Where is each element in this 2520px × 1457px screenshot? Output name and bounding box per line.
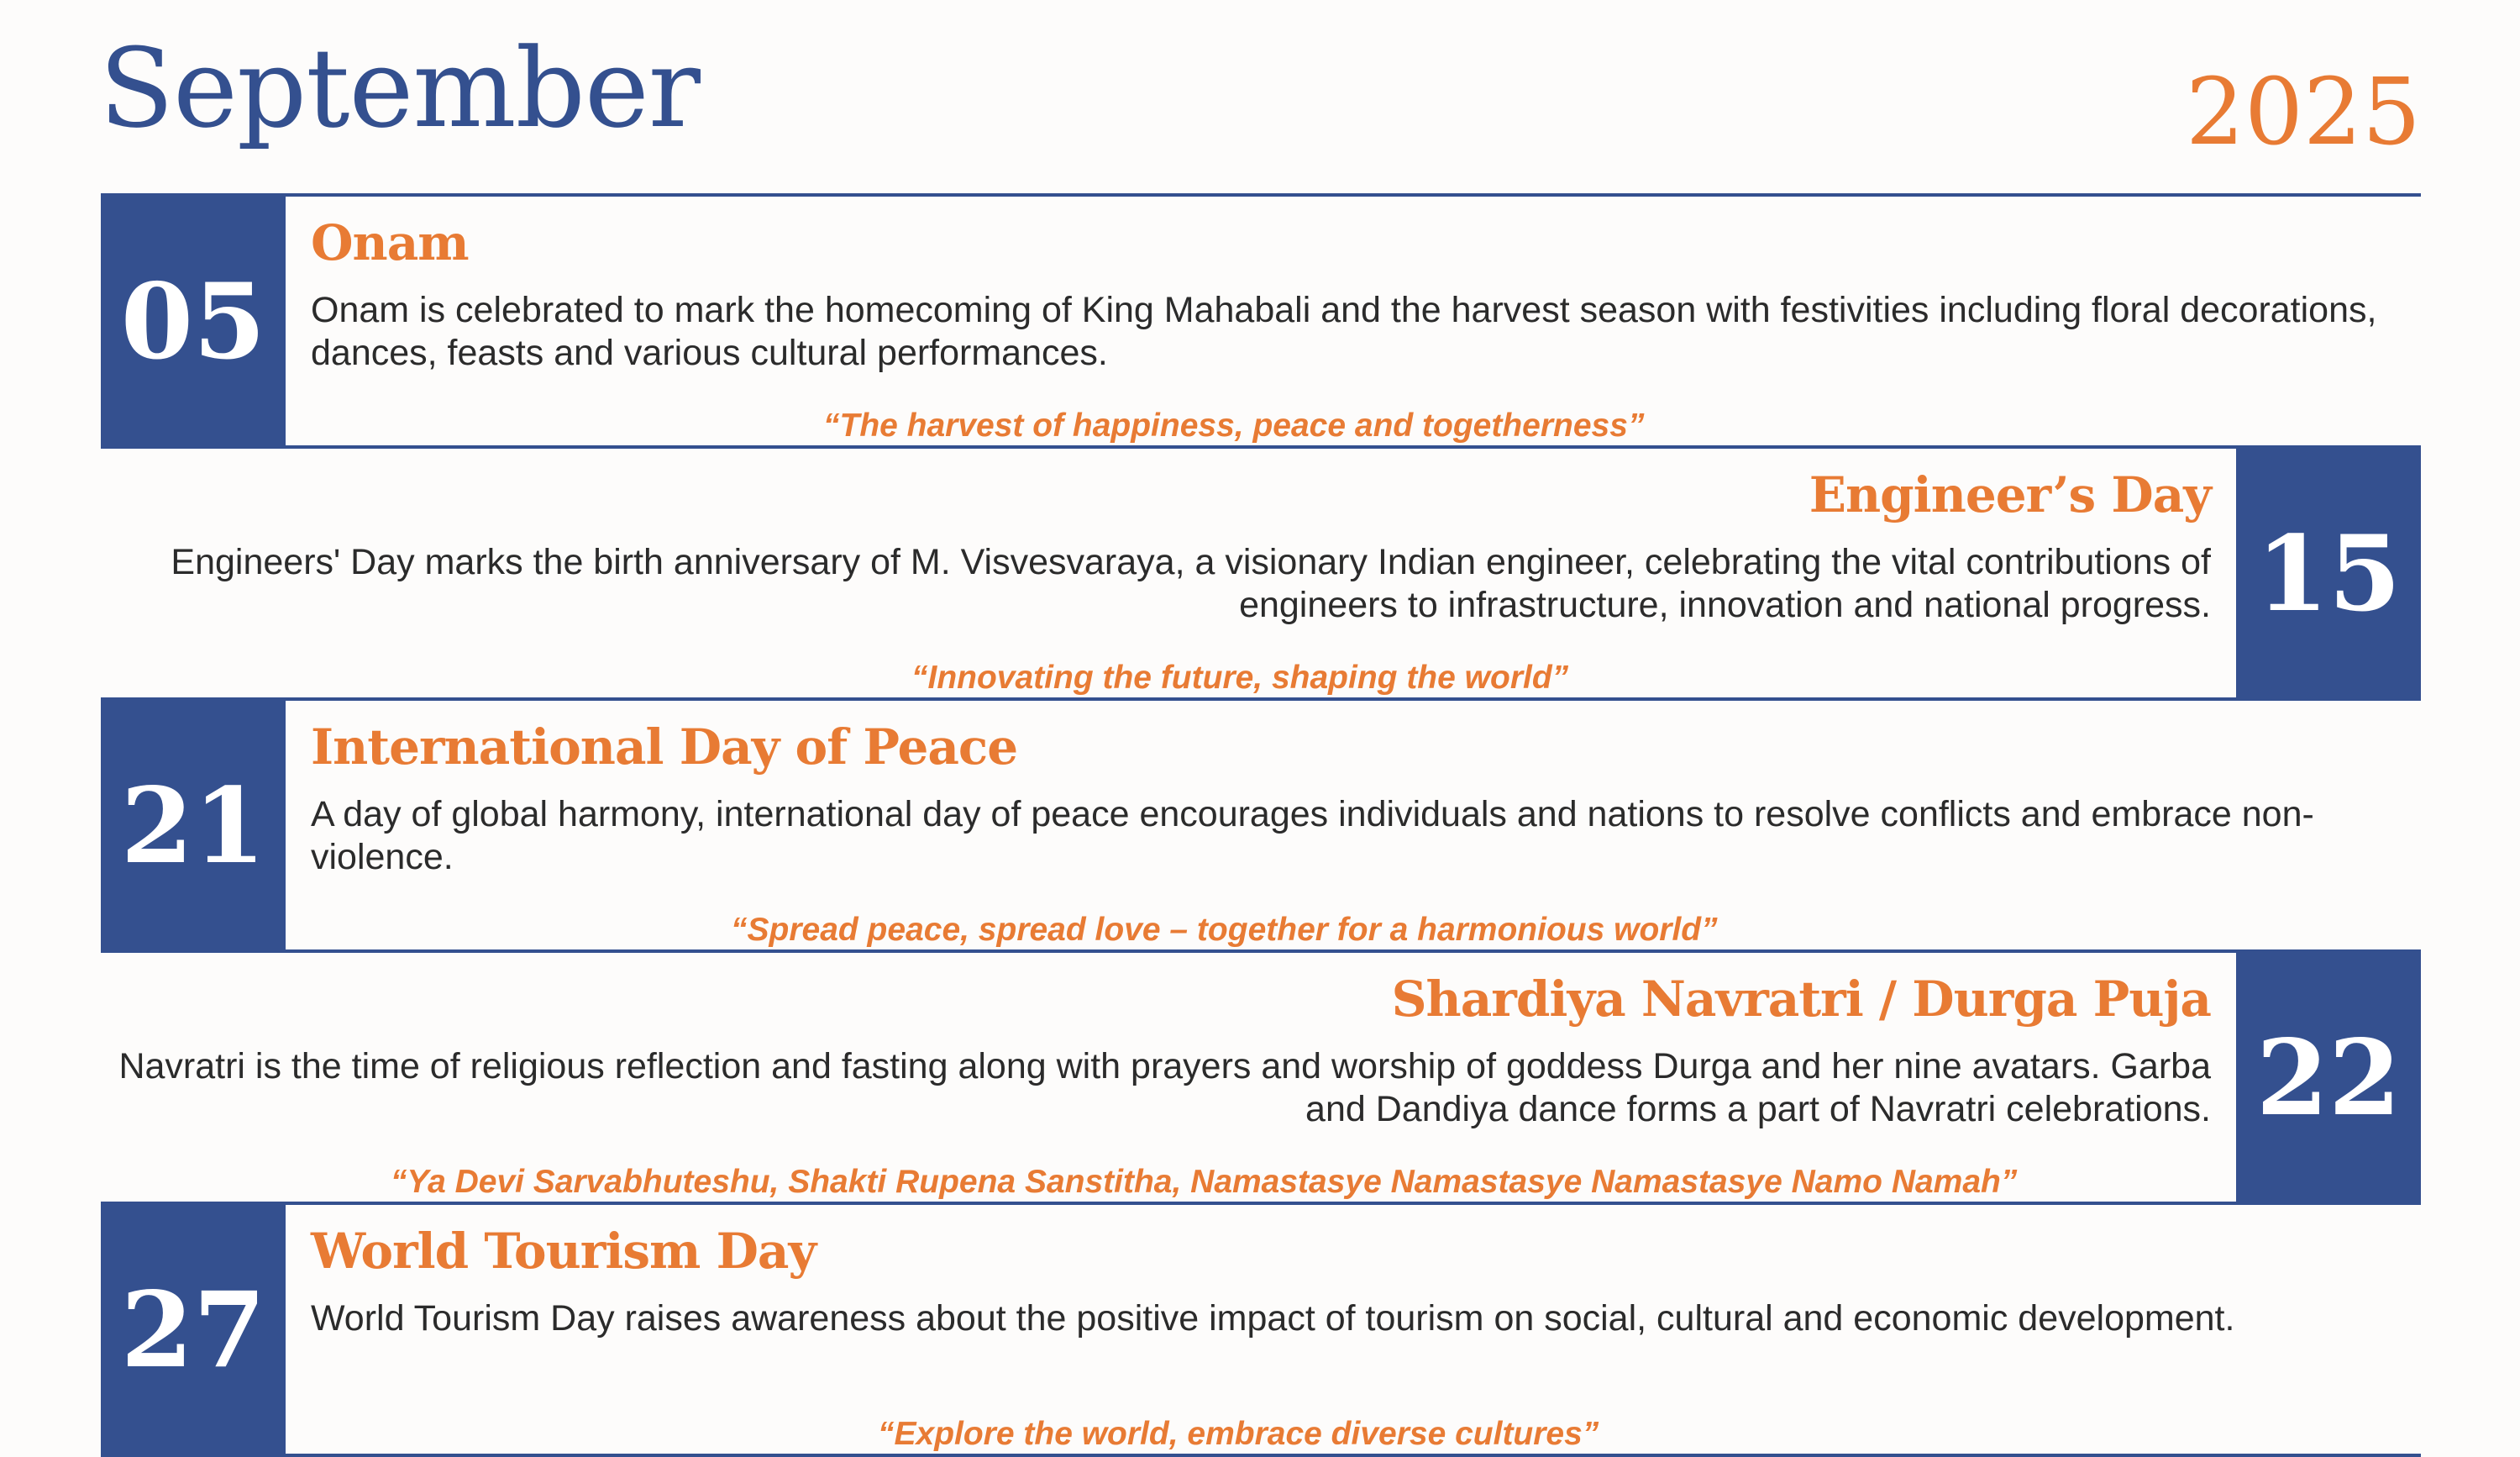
year-label: 2025	[2186, 58, 2421, 166]
event-quote: “Spread peace, spread love – together for a harmonious world”	[731, 912, 1718, 948]
event-row-peace-day	[101, 701, 2421, 953]
event-list	[101, 193, 2421, 1457]
event-title: Onam	[311, 214, 469, 271]
event-title: World Tourism Day	[311, 1223, 816, 1280]
month-title: September	[99, 24, 700, 152]
event-quote: “Explore the world, embrace diverse cultures”	[878, 1416, 1599, 1452]
date-badge: 22	[2236, 953, 2421, 1205]
event-description: Navratri is the time of religious reflection and fasting along with prayers and worship of goddess Durga and her nine avatars. Garba and Dandiya dance forms a part of Navratri celebrations.	[118, 1046, 2211, 1129]
event-description: World Tourism Day raises awareness about the positive impact of tourism on social, cultural and economic development.	[311, 1298, 2235, 1339]
event-title: International Day of Peace	[311, 718, 1018, 776]
event-row-engineers-day	[101, 449, 2421, 701]
date-badge: 21	[101, 701, 286, 953]
event-description: A day of global harmony, international day of peace encourages individuals and nations to resolve conflicts and embrace non-violence.	[311, 794, 2314, 877]
event-quote: “Ya Devi Sarvabhuteshu, Shakti Rupena Sanstitha, Namastasye Namastasye Namastasye Namo Namah”	[391, 1164, 2018, 1200]
event-title: Engineer’s Day	[1809, 466, 2211, 523]
date-badge: 05	[101, 197, 286, 449]
event-description: Onam is celebrated to mark the homecoming of King Mahabali and the harvest season with festivities including floral decorations, dances, feasts and various cultural performances.	[311, 290, 2377, 373]
event-row-navratri	[101, 953, 2421, 1205]
date-badge: 15	[2236, 449, 2421, 701]
date-badge: 27	[101, 1205, 286, 1457]
event-row-onam	[101, 197, 2421, 449]
event-row-tourism-day	[101, 1205, 2421, 1457]
event-quote: “The harvest of happiness, peace and togetherness”	[823, 408, 1645, 444]
event-quote: “Innovating the future, shaping the world”	[911, 660, 1569, 696]
event-title: Shardiya Navratri / Durga Puja	[1391, 970, 2211, 1028]
event-description: Engineers' Day marks the birth anniversary of M. Visvesvaraya, a visionary Indian engineer, celebrating the vital contributions of engineers to infrastructure, innovation and national progress.	[171, 542, 2211, 625]
